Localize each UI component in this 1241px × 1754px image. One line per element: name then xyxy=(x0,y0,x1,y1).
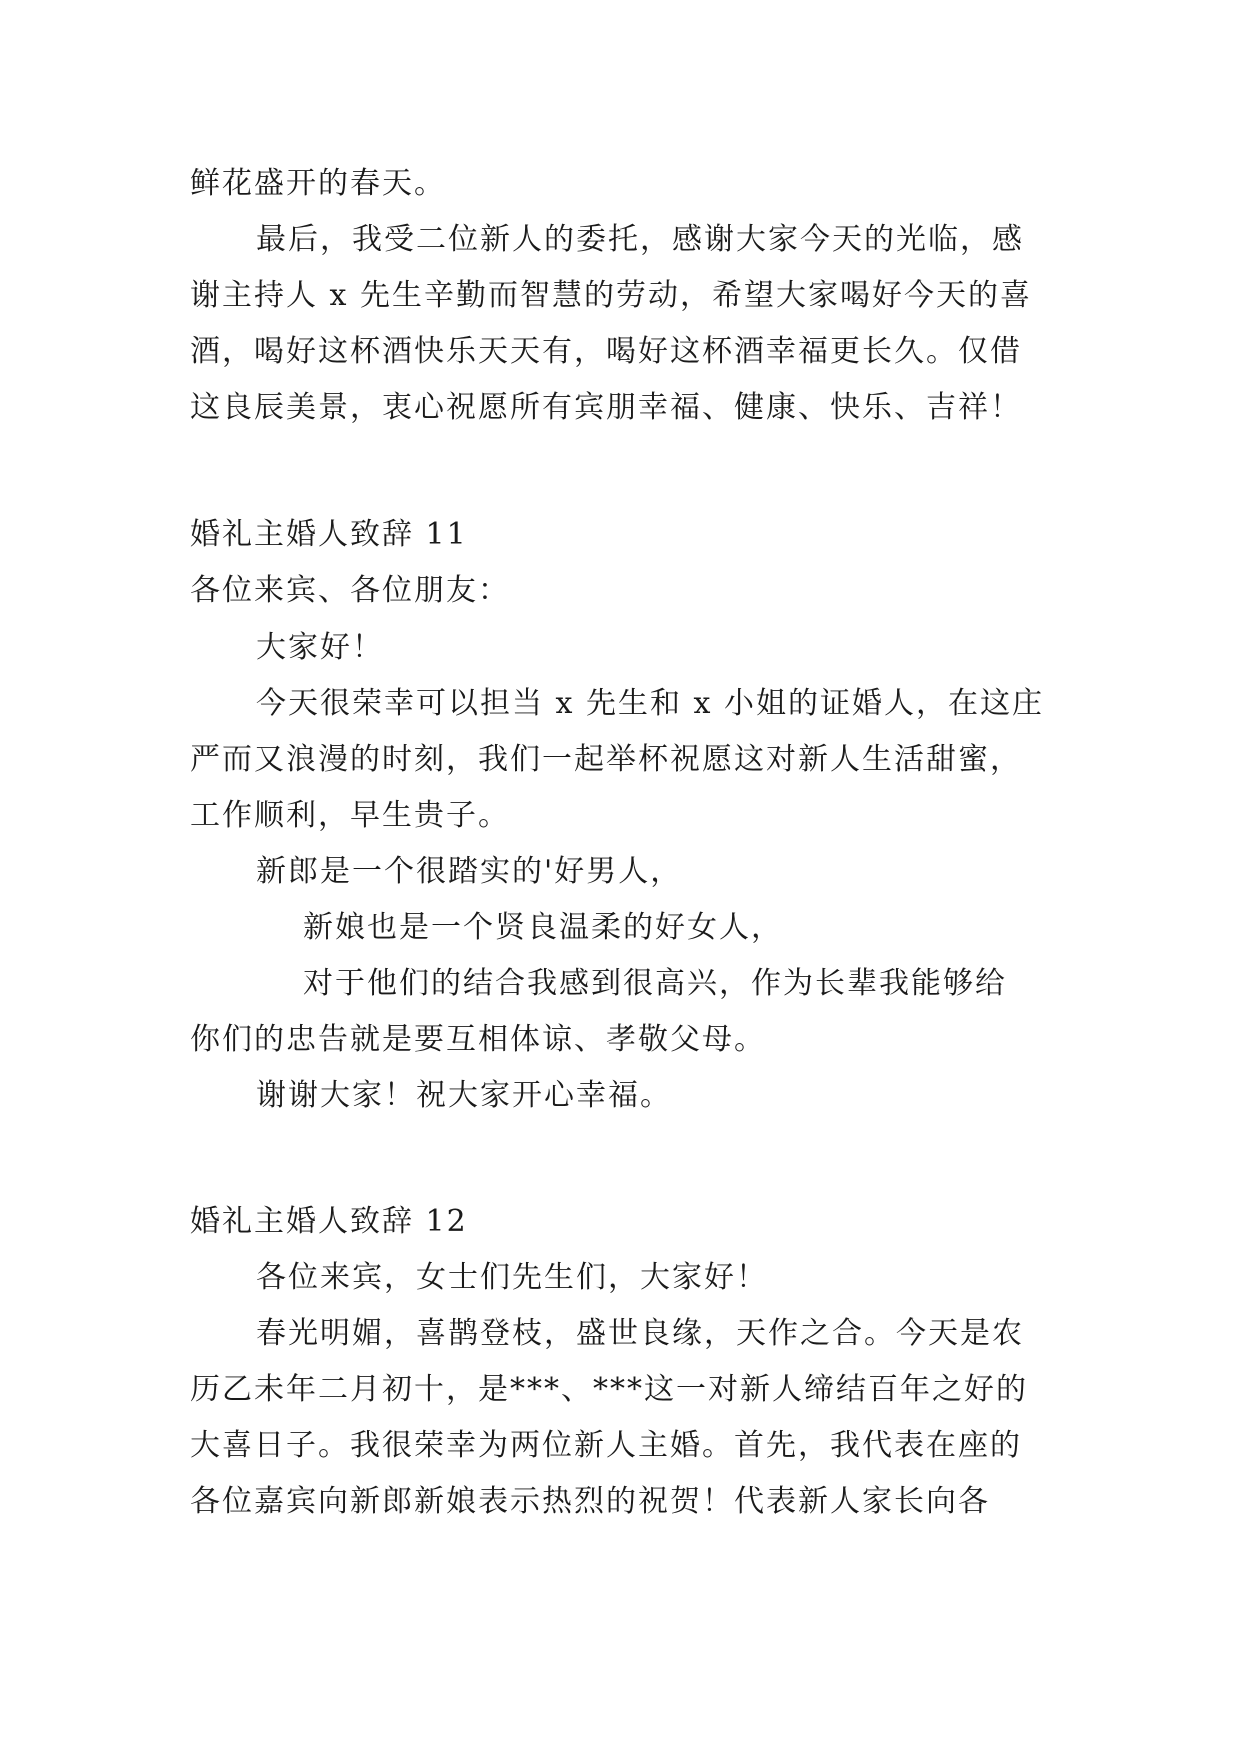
paragraph-line: 春光明媚，喜鹊登枝，盛世良缘，天作之合。今天是农 xyxy=(256,1316,1024,1351)
paragraph-line: 鲜花盛开的春天。 xyxy=(190,166,446,201)
section-title: 婚礼主婚人致辞 11 xyxy=(190,517,468,552)
paragraph-line: 这良辰美景，衷心祝愿所有宾朋幸福、健康、快乐、吉祥！ xyxy=(190,390,1022,425)
closing-line: 谢谢大家！祝大家开心幸福。 xyxy=(256,1078,672,1113)
paragraph-line: 新娘也是一个贤良温柔的好女人， xyxy=(303,910,783,945)
paragraph-line: 对于他们的结合我感到很高兴，作为长辈我能够给 xyxy=(303,966,1007,1001)
salutation: 各位来宾，女士们先生们，大家好！ xyxy=(256,1260,768,1295)
paragraph-line: 历乙未年二月初十，是***、***这一对新人缔结百年之好的 xyxy=(190,1372,1028,1407)
paragraph-line: 严而又浪漫的时刻，我们一起举杯祝愿这对新人生活甜蜜， xyxy=(190,742,1022,777)
paragraph-line: 工作顺利，早生贵子。 xyxy=(190,798,510,833)
paragraph-line: 各位嘉宾向新郎新娘表示热烈的祝贺！代表新人家长向各 xyxy=(190,1484,990,1519)
section-title: 婚礼主婚人致辞 12 xyxy=(190,1204,468,1239)
paragraph-line: 今天很荣幸可以担当 x 先生和 x 小姐的证婚人，在这庄 xyxy=(256,686,1044,721)
greeting: 大家好！ xyxy=(256,630,384,665)
paragraph-line: 谢主持人 x 先生辛勤而智慧的劳动，希望大家喝好今天的喜 xyxy=(190,278,1032,313)
paragraph-line: 酒，喝好这杯酒快乐天天有，喝好这杯酒幸福更长久。仅借 xyxy=(190,334,1022,369)
paragraph-line: 最后，我受二位新人的委托，感谢大家今天的光临，感 xyxy=(256,222,1024,257)
salutation: 各位来宾、各位朋友： xyxy=(190,573,510,608)
paragraph-line: 你们的忠告就是要互相体谅、孝敬父母。 xyxy=(190,1022,766,1057)
paragraph-line: 大喜日子。我很荣幸为两位新人主婚。首先，我代表在座的 xyxy=(190,1428,1022,1463)
paragraph-line: 新郎是一个很踏实的'好男人， xyxy=(256,854,683,889)
